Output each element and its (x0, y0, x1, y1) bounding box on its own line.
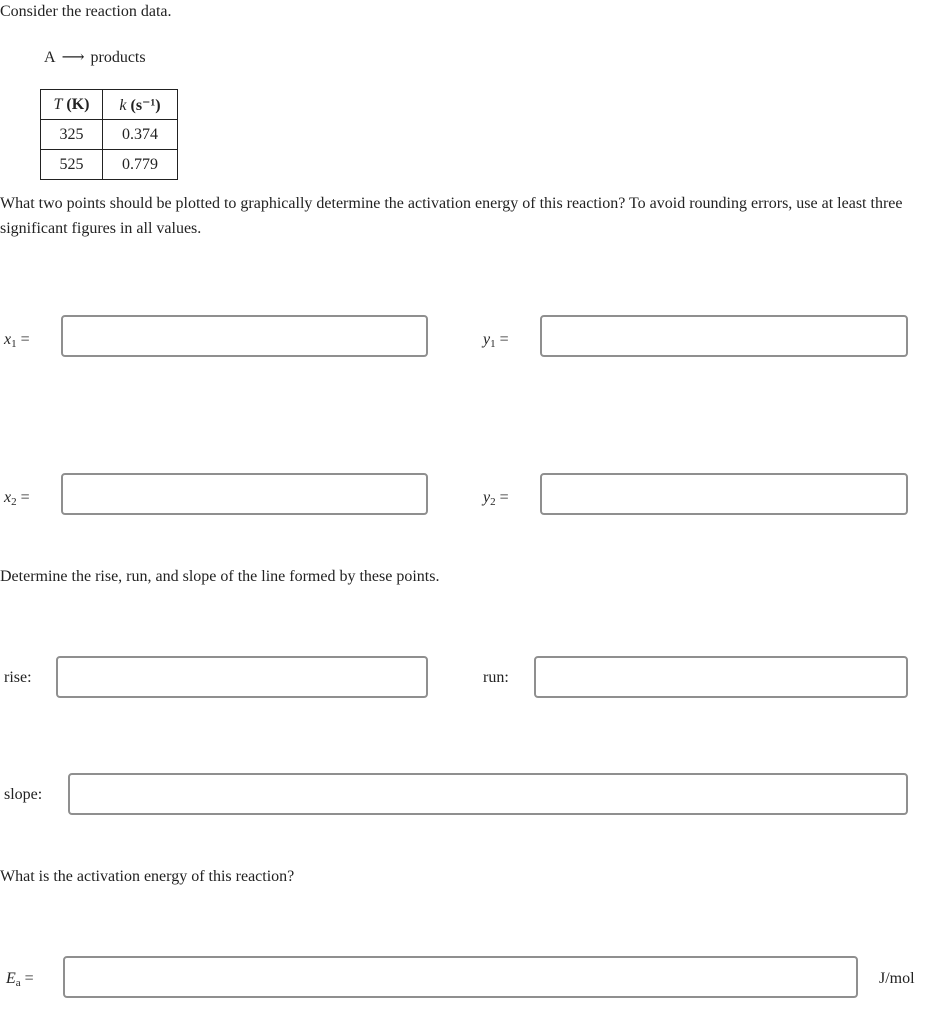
x1-input[interactable] (61, 315, 428, 357)
table-cell: 525 (41, 150, 103, 180)
x1-label: $x_1$ = (4, 331, 30, 350)
products-label: products (90, 49, 146, 66)
slope-input[interactable] (68, 773, 908, 815)
table-header-row (41, 90, 178, 120)
x2-label: $x_2$ = (4, 489, 30, 508)
question-rise-run-slope: Determine the rise, run, and slope of the line formed by these points. (0, 568, 440, 585)
question-plot-points: What two points should be plotted to graphically determine the activation energy of this reaction? To avoid rounding errors, use at least three significant figures in all values. (0, 195, 903, 237)
rise-input[interactable] (56, 656, 428, 698)
table-cell: 0.374 (103, 120, 178, 150)
intro-text: Consider the reaction data. (0, 3, 172, 20)
reactant: A (44, 49, 56, 66)
table-cell: 0.779 (103, 150, 178, 180)
reaction-data-table (40, 89, 178, 180)
run-label: run: (483, 669, 509, 686)
y1-input[interactable] (540, 315, 908, 357)
y2-input[interactable] (540, 473, 908, 515)
question-activation-energy: What is the activation energy of this reaction? (0, 868, 295, 885)
table-cell: 325 (41, 120, 103, 150)
x2-input[interactable] (61, 473, 428, 515)
ea-unit-label: J/mol (879, 970, 915, 987)
run-input[interactable] (534, 656, 908, 698)
reaction-equation (44, 47, 146, 67)
header-temperature: T (K) (41, 90, 103, 120)
header-rate-constant: k (s⁻¹) (103, 90, 178, 120)
y1-label: $y_1$ = (483, 331, 509, 350)
y2-label: $y_2$ = (483, 489, 509, 508)
activation-energy-input[interactable] (63, 956, 858, 998)
ea-label: $E_a$ = (6, 970, 34, 989)
reaction-arrow-icon: ⟶ (61, 49, 85, 66)
rise-label: rise: (4, 669, 32, 686)
table-row (41, 150, 178, 180)
table-row (41, 120, 178, 150)
slope-label: slope: (4, 786, 43, 803)
